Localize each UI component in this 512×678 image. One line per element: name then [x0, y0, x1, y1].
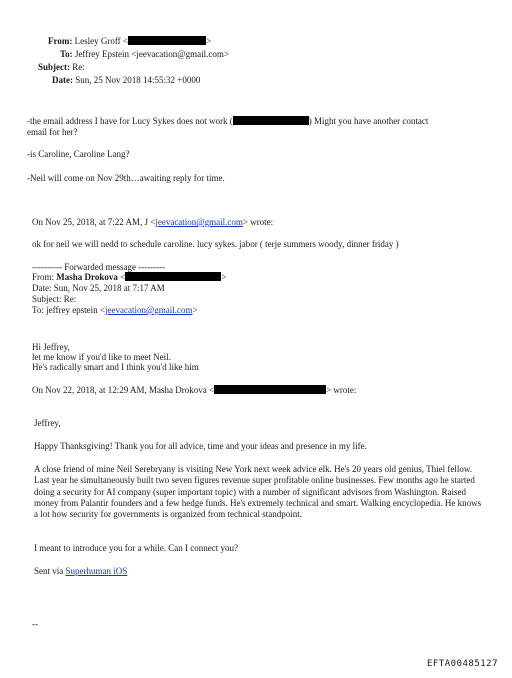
message2-line-1: Hi Jeffrey, — [32, 342, 70, 352]
quote1-intro: On Nov 25, 2018, at 7:22 AM, J <jeevacation@gmail.com> wrote: — [32, 217, 274, 227]
email-link[interactable]: jeevacation@gmail.com — [155, 217, 243, 227]
redaction-bar — [233, 116, 309, 125]
message2-intro: On Nov 22, 2018, at 12:29 AM, Masha Drokova < > wrote: — [32, 385, 357, 395]
document-id: EFTA00485127 — [426, 659, 498, 669]
message2-line-2: let me know if you'd like to meet Neil. — [32, 352, 171, 362]
date-label: Date: — [52, 75, 73, 85]
forwarded-date: Date: Sun, Nov 25, 2018 at 7:17 AM — [32, 283, 165, 293]
message2-line-3: He's radically smart and I think you'd like him — [32, 362, 199, 372]
forwarded-from: From: Masha Drokova < > — [32, 272, 227, 282]
redaction-bar — [128, 36, 206, 45]
from-label: From: — [48, 36, 73, 46]
message3-signature: -- — [32, 619, 38, 629]
body-line-1: -the email address I have for Lucy Sykes does not work ( ) Might you have another contact — [27, 116, 429, 126]
from-name: Lesley Groff < — [74, 36, 128, 46]
date-value: Sun, 25 Nov 2018 14:55:32 +0000 — [75, 75, 201, 85]
message3-paragraph-3: I meant to introduce you for a while. Can I connect you? — [34, 543, 238, 553]
body-line-3: -Neil will come on Nov 29th…awaiting reply for time. — [27, 173, 225, 183]
forwarded-to: To: jeffrey epstein <jeevacation@gmail.com> — [32, 305, 198, 315]
forwarded-separator: ---------- Forwarded message --------- — [32, 262, 166, 272]
redaction-bar — [125, 272, 221, 281]
header-to — [60, 49, 229, 60]
body-line-2: -is Caroline, Caroline Lang? — [27, 149, 130, 159]
body-line-1-cont: email for her? — [27, 127, 78, 137]
quote1-text: ok for neil we will nedd to schedule caroline. lucy sykes. jabor ( terje summers woody, dinner friday ) — [32, 239, 399, 249]
message3-paragraph-1: Happy Thanksgiving! Thank you for all advice, time and your ideas and presence in my life. — [34, 441, 367, 451]
forwarded-from-name: Masha Drokova — [56, 272, 118, 282]
to-label: To: — [60, 49, 73, 59]
message3-greeting: Jeffrey, — [34, 418, 61, 428]
header-subject — [38, 62, 85, 73]
header-date — [52, 75, 200, 86]
subject-label: Subject: — [38, 62, 70, 72]
email-link[interactable]: jeevacation@gmail.com — [105, 305, 193, 315]
header-from: From: Lesley Groff < > — [48, 36, 212, 46]
to-value: Jeffrey Epstein <jeevacation@gmail.com> — [74, 49, 229, 59]
message3-sent-via: Sent via Superhuman iOS — [34, 566, 128, 576]
subject-value: Re: — [72, 62, 85, 72]
superhuman-link[interactable]: Superhuman iOS — [65, 566, 128, 576]
message3-paragraph-2: A close friend of mine Neil Serebryany is visiting New York next week advice elk. He's 20 years old genius, Thiel fellow. Last year he simultaneously built two seven figures revenue super profitable online businesses. Few months ago he started doing a security for AI company (super important topic) with a number of significant advisors from Washington. Raised money from Palantir founders and a few hedge funds. He's extremely technical and smart. Walking encyclopedia. He knows a lot how security for governments is organized from technical standpoint. — [34, 464, 482, 519]
forwarded-subject: Subject: Re: — [32, 294, 77, 304]
redaction-bar — [214, 385, 326, 394]
